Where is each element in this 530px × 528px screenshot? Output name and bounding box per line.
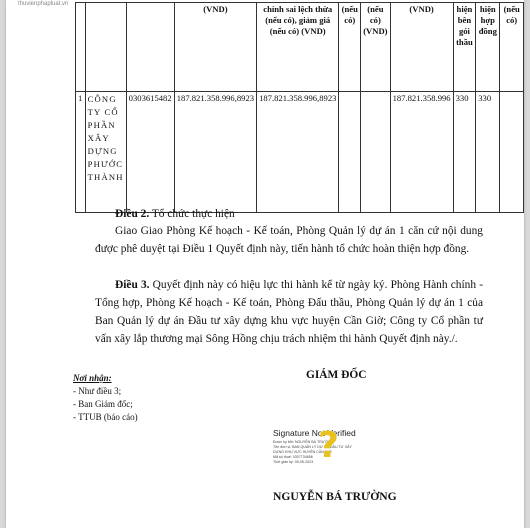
digital-signature-stamp xyxy=(273,425,393,474)
recipient-item: - TTUB (báo cáo) xyxy=(73,412,138,422)
header-cell xyxy=(76,3,86,92)
article-3-content: Quyết định này có hiệu lực thi hành kể từ ngày ký. Phòng Hành chính - Tổng hợp, Phòng Kế hoạch - Kế toán, Phòng Đấu thầu, Phòng Quản lý dự án 1 của Ban Quản lý dự án Đầu tư xây dựng khu vực huyện Cần Giờ; Công ty Cổ phần tư vấn xây lắp thương mại Sông Hồng chịu trách nhiệm thi hành Quyết định này./. xyxy=(95,279,483,345)
header-cell: hiện bên gói thầu xyxy=(453,3,476,92)
header-cell: (nếu có) xyxy=(339,3,361,92)
question-mark-icon: ? xyxy=(318,425,339,466)
empty-cell xyxy=(500,92,524,213)
table-header-row xyxy=(76,3,524,92)
corrected-price: 187.821.358.996,8923 xyxy=(257,92,339,213)
recipients-block xyxy=(73,372,138,424)
article-3 xyxy=(95,276,483,348)
header-cell: chính sai lệch thừa (nếu có), giảm giá (nếu có) (VND) xyxy=(257,3,339,92)
article-2-content: Giao Giao Phòng Kế hoạch - Kế toán, Phòng Quản lý dự án 1 căn cứ nội dung được phê duyệt tại Điều 1 Quyết định này, tiến hành tổ chức hoàn thiện hợp đồng. xyxy=(95,225,483,255)
article-3-label: Điều 3. xyxy=(115,279,150,291)
empty-cell xyxy=(339,92,361,213)
tax-code: 0303615482 xyxy=(126,92,174,213)
header-cell: (nếu có) xyxy=(500,3,524,92)
header-cell: (nếu có) (VND) xyxy=(361,3,390,92)
header-cell xyxy=(85,3,126,92)
empty-cell xyxy=(361,92,390,213)
recipient-item: - Như điều 3; xyxy=(73,386,122,396)
recipient-item: - Ban Giám đốc; xyxy=(73,399,133,409)
signature-status: Signature Not Verified xyxy=(273,428,356,438)
bid-validity: 330 xyxy=(453,92,476,213)
header-cell xyxy=(126,3,174,92)
article-2-label: Điều 2. xyxy=(115,208,150,220)
award-price: 187.821.358.996 xyxy=(390,92,453,213)
bid-price: 187.821.358.996,8923 xyxy=(174,92,256,213)
table-row xyxy=(76,92,524,213)
document-page xyxy=(6,0,524,528)
article-2-text xyxy=(95,222,483,258)
header-cell: hiện hợp đồng xyxy=(476,3,500,92)
contract-validity: 330 xyxy=(476,92,500,213)
header-cell: (VND) xyxy=(174,3,256,92)
signature-details: Được ký bởi: NGUYỄN BÁ TRƯỜNG Tên đơn vị: BAN QUẢN LÝ DỰ ÁN ĐẦU TƯ XÂY DỰNG KHU VỰC HUYỆN CẦN GIỜ Mã số thuế: 0307734656 Thời gian ký: 05-05-2023 xyxy=(273,440,352,464)
article-2-title: Tổ chức thực hiện xyxy=(151,208,235,220)
header-cell: (VND) xyxy=(390,3,453,92)
signer-position: GIÁM ĐỐC xyxy=(306,369,367,381)
row-index: 1 xyxy=(76,92,86,213)
article-2 xyxy=(95,205,483,223)
signer-name: NGUYỄN BÁ TRƯỜNG xyxy=(273,490,397,503)
award-table xyxy=(75,2,524,213)
source-url: thuvienphapluat.vn xyxy=(18,1,69,7)
contractor-name: CÔNG TY CỔ PHẦN XÂY DỰNG PHƯỚC THÀNH xyxy=(85,92,126,213)
recipients-title: Nơi nhận: xyxy=(73,373,112,383)
